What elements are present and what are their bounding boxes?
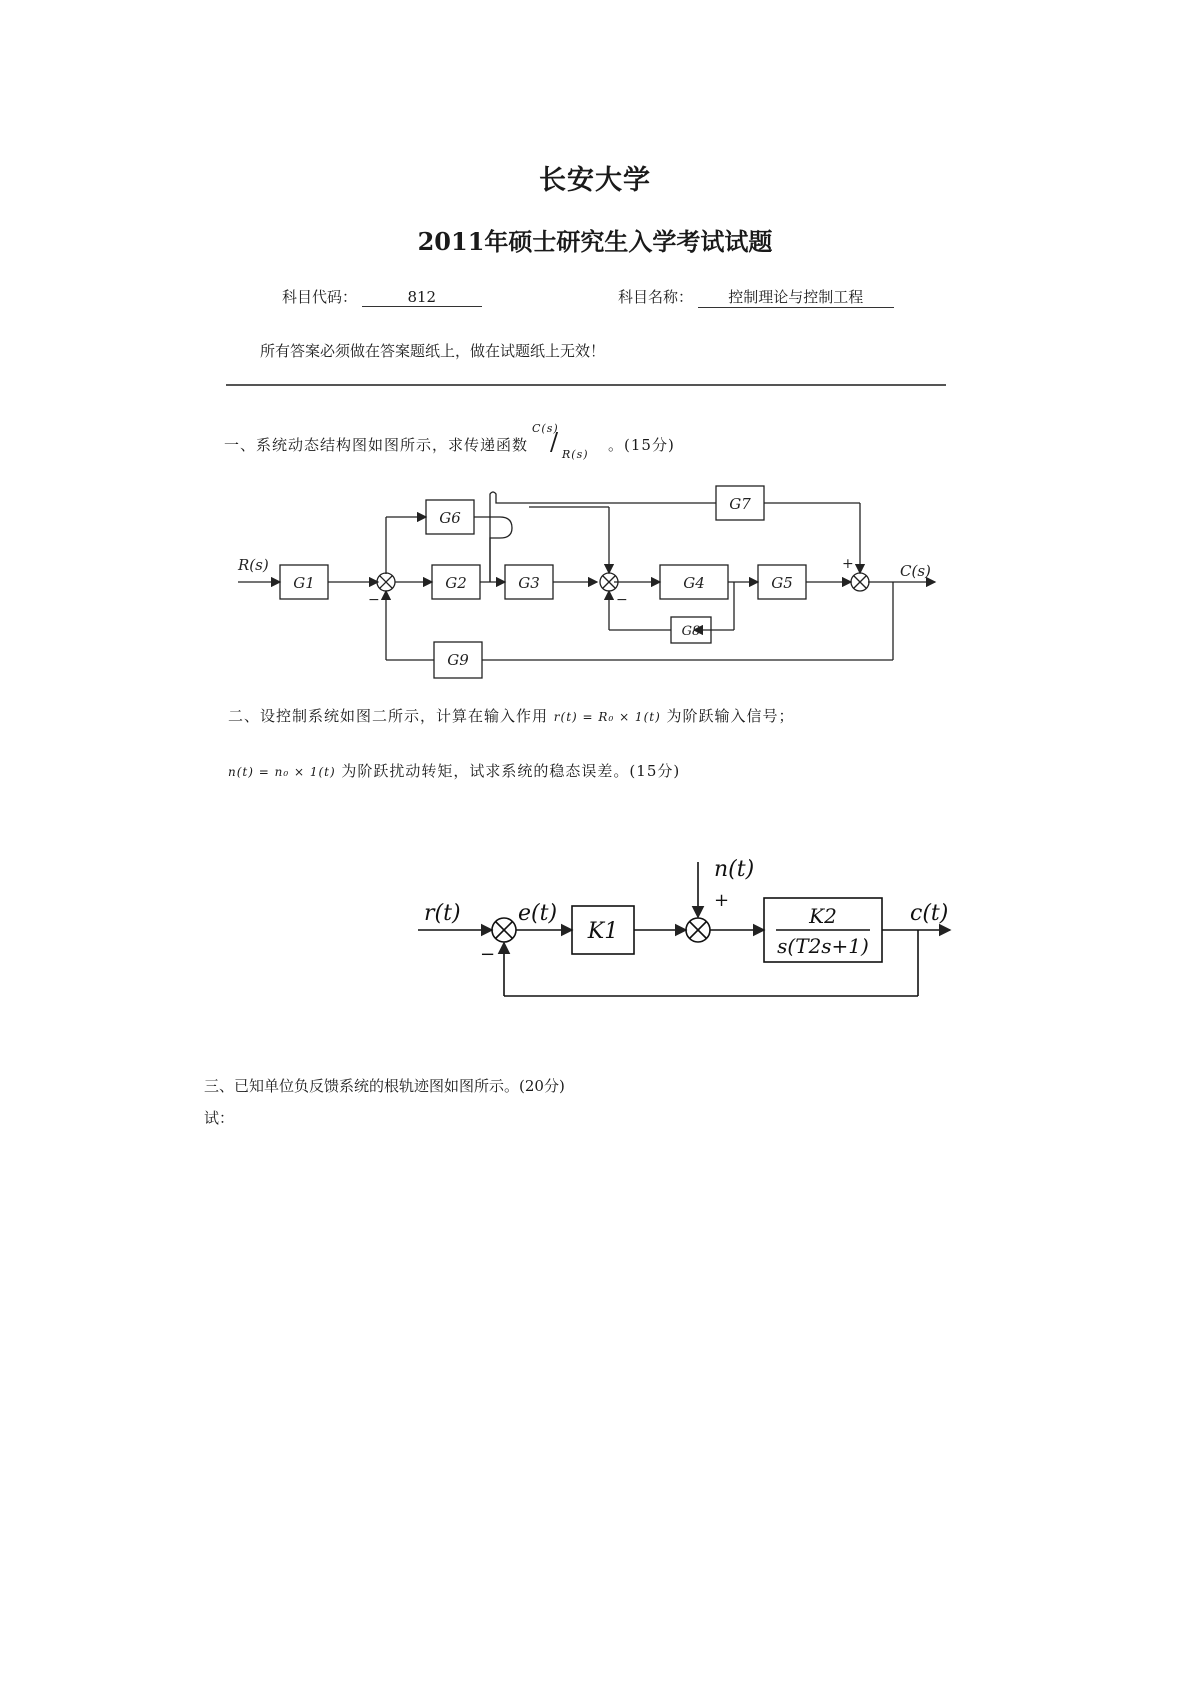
block-g2: G2 [445,574,467,592]
q1-output-label: C(s) [900,562,931,580]
q2-k1-block: K1 [587,919,619,944]
question-3-try: 试： [204,1109,235,1127]
q2-line2-suffix: 为阶跃扰动转矩，试求系统的稳态误差。(15分) [341,762,681,780]
q2-block-diagram [0,840,1190,1020]
subject-code-label: 科目代码： [282,288,358,306]
q1-frac-num: C(s) [532,422,559,435]
block-g6: G6 [439,509,461,527]
subject-name-row [618,286,894,308]
q2-line1-prefix: 二、设控制系统如图二所示，计算在输入作用 [228,707,549,725]
q2-minus-sign: − [480,944,496,965]
block-g1: G1 [293,574,315,592]
q1-block-diagram [0,470,1190,690]
university-title: 长安大学 [539,165,651,196]
q2-line1-suffix: 为阶跃输入信号； [666,707,795,725]
subject-code-value: 812 [362,288,482,307]
block-g3: G3 [518,574,540,592]
q2-input-label: r(t) [424,901,461,926]
question-2-line-2 [228,760,680,781]
q2-output-label: c(t) [910,901,949,926]
header-divider [226,384,946,386]
block-g4: G4 [683,574,705,592]
subject-code-row [282,286,482,307]
q1-frac-den: R(s) [562,448,589,461]
q2-tf-denominator: s(T2s+1) [777,934,869,958]
q1-input-label: R(s) [238,556,269,574]
block-g9: G9 [447,651,469,669]
sum3-plus-sign: + [842,556,854,572]
block-g5: G5 [771,574,793,592]
sum2-minus-sign: − [616,592,628,608]
q2-input-formula: r(t) = R₀ × 1(t) [553,710,661,724]
exam-notice: 所有答案必须做在答案题纸上，做在试题纸上无效！ [260,342,606,360]
q2-disturbance-label: n(t) [714,857,755,882]
q2-error-label: e(t) [518,901,558,926]
q1-prefix: 一、系统动态结构图如图所示，求传递函数 [224,436,529,454]
block-g7: G7 [729,495,751,513]
q2-tf-numerator: K2 [809,904,837,928]
exam-title: 2011年硕士研究生入学考试试题 [417,227,773,256]
sum1-minus-sign: − [368,592,380,608]
question-2-line-1 [228,705,795,726]
subject-name-label: 科目名称： [618,288,694,306]
q2-plus-sign: + [714,890,730,911]
question-1-text [224,422,675,461]
subject-name-value: 控制理论与控制工程 [698,286,894,308]
q1-suffix: 。(15分) [608,436,675,454]
question-3-text: 三、已知单位负反馈系统的根轨迹图如图所示。(20分) [204,1077,565,1095]
block-g8: G8 [681,624,701,639]
q1-transfer-fraction: C(s) / R(s) [532,422,589,461]
q2-disturbance-formula: n(t) = n₀ × 1(t) [228,765,336,779]
